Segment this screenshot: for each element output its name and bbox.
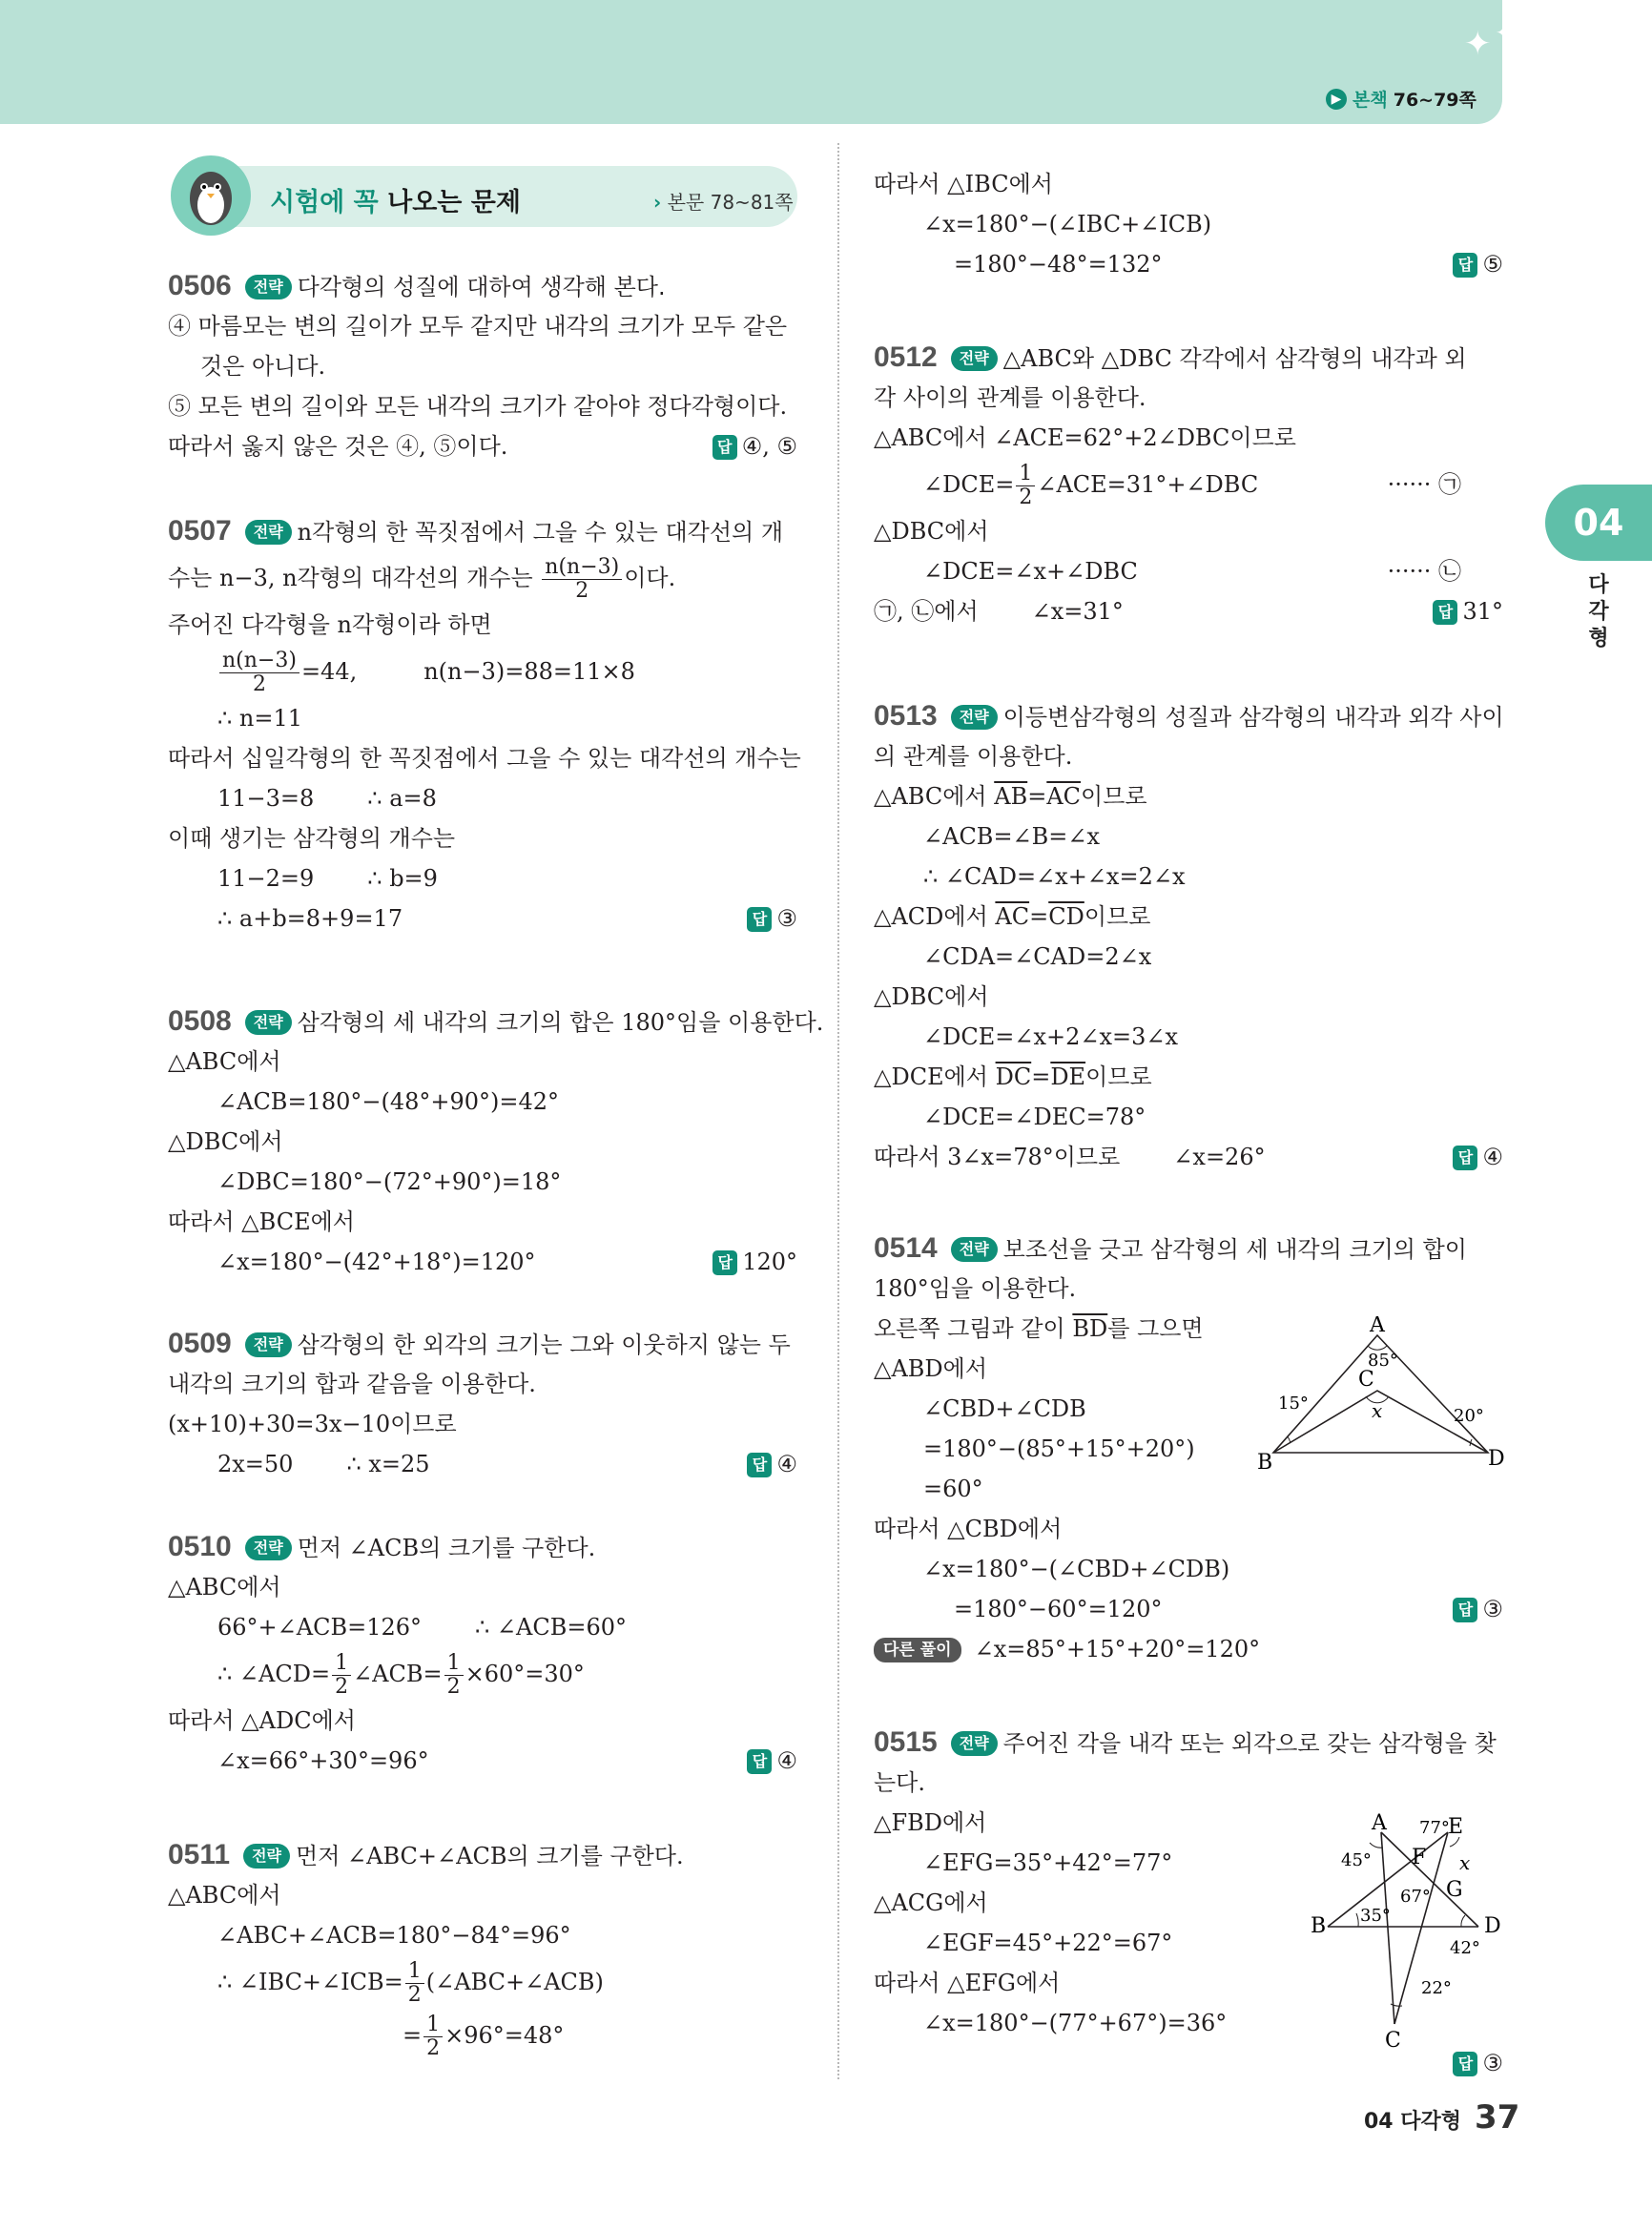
solution-line: ∠x=180°−(42°+18°)=120° — [217, 1249, 536, 1275]
solution-line: ∠DBC=180°−(72°+90°)=18° — [217, 1168, 562, 1195]
segment-label: $\overline{CD}$ — [1048, 903, 1084, 930]
solution-line: =180°−(85°+15°+20°) — [923, 1435, 1195, 1462]
strategy-text: n각형의 한 꼭짓점에서 그을 수 있는 대각선의 개 — [297, 519, 784, 546]
label-x: x — [1459, 1851, 1471, 1874]
solution-line — [874, 776, 1503, 816]
solution-line: 따라서 △CBD에서 — [874, 1516, 1063, 1542]
problem-0507 — [168, 511, 801, 939]
label-42: 42° — [1450, 1938, 1480, 1958]
text: 오른쪽 그림과 같이 — [874, 1315, 1073, 1342]
strategy-text: 의 관계를 이용한다. — [874, 743, 1073, 770]
solution-line: ∴ a+b=8+9=17 — [217, 905, 403, 932]
label-e: E — [1448, 1815, 1464, 1839]
answer-value: ③ — [1482, 1596, 1503, 1622]
fraction — [444, 1652, 464, 1699]
footer-chapter: 04 다각형 — [1364, 2110, 1462, 2134]
label-45: 45° — [1341, 1850, 1372, 1870]
answer-value: ③ — [776, 905, 797, 932]
answer-value: ④ — [776, 1451, 797, 1477]
strategy-text: 수는 n−3, n각형의 대각선의 개수는 — [168, 565, 541, 591]
problem-0510 — [168, 1527, 797, 1781]
solution-line: ∠x=180°−(∠CBD+∠CDB) — [923, 1556, 1230, 1582]
line-ac — [1381, 1832, 1394, 2024]
problem-0506 — [168, 266, 797, 466]
answer-badge: 답 — [747, 907, 772, 932]
fraction-numerator: 1 — [423, 2013, 443, 2037]
answer-value: 120° — [742, 1249, 797, 1275]
label-35: 35° — [1360, 1906, 1391, 1926]
answer-badge: 답 — [1453, 1598, 1477, 1622]
strategy-badge: 전략 — [951, 1237, 998, 1262]
figure-0515 — [1307, 1808, 1517, 2056]
answer-value: ④, ⑤ — [741, 433, 797, 460]
problem-number: 0510 — [168, 1531, 232, 1562]
solution-line: ∠DCE=∠DEC=78° — [923, 1104, 1146, 1130]
equation-tag: ······ ㉠ — [1387, 471, 1461, 498]
solution-line: △ABC에서 — [168, 1048, 281, 1075]
solution-line: ∠x=180°−(∠IBC+∠ICB) — [923, 211, 1212, 237]
arrow-right-icon: ▶ — [1326, 89, 1347, 110]
solution-line: 따라서 십일각형의 한 꼭짓점에서 그을 수 있는 대각선의 개수는 — [168, 745, 801, 772]
strategy-text: 는다. — [874, 1769, 925, 1796]
chapter-tab-label: 다각형 — [1588, 573, 1609, 650]
problem-0512 — [874, 338, 1503, 631]
label-22: 22° — [1421, 1978, 1452, 1998]
answer — [747, 1444, 797, 1484]
solution-line: ∠ACE=31°+∠DBC — [1037, 471, 1259, 498]
fraction-numerator: 1 — [405, 1960, 424, 1984]
solution-line: =180°−60°=120° — [954, 1596, 1163, 1622]
answer — [747, 898, 797, 939]
solution-line: ∴ n=11 — [217, 705, 303, 732]
solution-line: ×96°=48° — [444, 2022, 565, 2049]
answer-value: ④ — [1482, 1144, 1503, 1170]
solution-line: 따라서 △BCE에서 — [168, 1208, 355, 1235]
strategy-badge: 전략 — [245, 1010, 292, 1035]
solution-line: 11−3=8 — [217, 785, 315, 812]
solution-line — [874, 1057, 1503, 1097]
solution-line: =44, — [300, 658, 358, 685]
label-g: G — [1446, 1878, 1463, 1902]
problem-number: 0511 — [168, 1839, 231, 1870]
solution-line: ∴ ∠ACB=60° — [475, 1614, 628, 1641]
text: △DCE에서 — [874, 1063, 996, 1090]
fraction — [405, 1960, 424, 2007]
solution-line: 따라서 △ADC에서 — [168, 1707, 356, 1734]
solution-line: ∠EGF=45°+22°=67° — [923, 1930, 1173, 1956]
solution-line: 따라서 3∠x=78°이므로 — [874, 1144, 1121, 1170]
segment-label: $\overline{DC}$ — [995, 1063, 1032, 1090]
problem-number: 0515 — [874, 1726, 938, 1758]
answer — [1433, 591, 1503, 631]
solution-line: 따라서 옳지 않은 것은 ④, ⑤이다. — [168, 433, 508, 460]
strategy-badge: 전략 — [951, 705, 998, 730]
solution-line: 것은 아니다. — [200, 353, 326, 380]
answer — [1453, 1137, 1503, 1177]
answer — [747, 1741, 797, 1781]
fraction — [219, 650, 299, 696]
solution-line: (x+10)+30=3x−10이므로 — [168, 1411, 457, 1437]
strategy-text: 이다. — [624, 565, 676, 591]
problem-number: 0507 — [168, 515, 232, 547]
penguin-mascot-icon — [168, 153, 254, 238]
solution-line: n(n−3)=88=11×8 — [423, 658, 635, 685]
solution-line: ∴ b=9 — [367, 865, 438, 892]
strategy-text: 180°임을 이용한다. — [874, 1275, 1077, 1302]
fraction-denominator: 2 — [252, 672, 266, 696]
solution-line: ∠x=26° — [1173, 1144, 1266, 1170]
problem-0509 — [168, 1324, 797, 1484]
segment-label: $\overline{AC}$ — [1046, 783, 1082, 810]
text: △ACD에서 — [874, 903, 996, 930]
segment-label: $\overline{BD}$ — [1072, 1315, 1108, 1342]
solution-line: 66°+∠ACB=126° — [217, 1614, 423, 1641]
solution-line: 따라서 △IBC에서 — [874, 171, 1053, 197]
answer-badge: 답 — [1453, 2052, 1477, 2076]
solution-line: 11−2=9 — [217, 865, 315, 892]
reference-book: 본책 — [1353, 90, 1388, 111]
text: = — [1029, 903, 1049, 930]
fraction — [1016, 463, 1035, 509]
solution-line: △ABD에서 — [874, 1355, 988, 1382]
text: △ABC에서 — [874, 783, 995, 810]
answer-badge: 답 — [1453, 253, 1477, 278]
answer-badge: 답 — [747, 1749, 772, 1774]
label-d: D — [1488, 1447, 1505, 1471]
label-f: F — [1412, 1846, 1427, 1869]
segment-label: $\overline{AB}$ — [994, 783, 1028, 810]
solution-line: ∠EFG=35°+42°=77° — [923, 1849, 1173, 1876]
answer-badge: 답 — [712, 1250, 737, 1275]
label-67: 67° — [1400, 1887, 1431, 1907]
answer-badge: 답 — [712, 435, 737, 460]
answer-value: ⑤ — [1482, 251, 1503, 278]
fraction-denominator: 2 — [575, 579, 589, 603]
strategy-text: 보조선을 긋고 삼각형의 세 내각의 크기의 합이 — [1002, 1236, 1467, 1263]
answer-badge: 답 — [1433, 600, 1457, 625]
fraction — [542, 556, 622, 603]
sparkle-icon-small: ✦ — [1496, 21, 1512, 44]
section-title-rest: 나오는 문제 — [387, 188, 521, 217]
text: 를 그으면 — [1107, 1315, 1204, 1342]
angle-arc — [1288, 1436, 1291, 1443]
alt-solution-badge: 다른 풀이 — [874, 1638, 961, 1662]
angle-arc — [1356, 1913, 1358, 1927]
label-a: A — [1370, 1316, 1385, 1337]
problem-number: 0514 — [874, 1232, 938, 1264]
fraction — [423, 2013, 443, 2060]
angle-arc — [1368, 1346, 1387, 1350]
section-reference — [653, 187, 794, 215]
solution-line: △ABC에서 — [168, 1574, 281, 1600]
label-x: x — [1372, 1399, 1383, 1422]
fraction-numerator: 1 — [444, 1652, 464, 1676]
equation-tag: ······ ㉡ — [1387, 558, 1461, 585]
solution-line: △ABC에서 — [168, 1882, 281, 1909]
strategy-text: 주어진 각을 내각 또는 외각으로 갖는 삼각형을 찾 — [1002, 1730, 1497, 1757]
segment-label: $\overline{AC}$ — [995, 903, 1030, 930]
answer — [1453, 1589, 1503, 1629]
solution-line: ∠x=66°+30°=96° — [217, 1747, 429, 1774]
section-reference-text: 본문 78~81쪽 — [667, 191, 794, 214]
strategy-badge: 전략 — [245, 1332, 292, 1357]
text: 이므로 — [1081, 783, 1147, 810]
text: 이므로 — [1085, 1063, 1152, 1090]
strategy-text: 삼각형의 한 외각의 크기는 그와 이웃하지 않는 두 — [297, 1332, 791, 1358]
main-book-reference — [1326, 86, 1476, 112]
solution-line: ∠ABC+∠ACB=180°−84°=96° — [217, 1922, 571, 1949]
fraction-denominator: 2 — [446, 1675, 461, 1699]
sparkle-icon: ✦ — [1464, 25, 1492, 63]
problem-number: 0512 — [874, 341, 938, 373]
section-title — [270, 181, 521, 218]
fraction-denominator: 2 — [335, 1675, 349, 1699]
problem-number: 0506 — [168, 270, 232, 301]
solution-line: ∴ a=8 — [367, 785, 437, 812]
solution-line: △DBC에서 — [874, 518, 989, 545]
solution-line: ∠ACB= — [353, 1661, 443, 1687]
answer — [712, 1242, 797, 1282]
strategy-badge: 전략 — [245, 520, 292, 545]
figure-0514 — [1249, 1316, 1507, 1474]
label-b: B — [1311, 1914, 1327, 1938]
chapter-tab: 04 — [1545, 485, 1652, 561]
solution-line: ∠ACB=∠B=∠x — [923, 823, 1101, 850]
answer-badge: 답 — [747, 1453, 772, 1477]
strategy-text: 먼저 ∠ACB의 크기를 구한다. — [297, 1535, 596, 1561]
problem-number: 0509 — [168, 1328, 232, 1359]
strategy-badge: 전략 — [245, 275, 292, 299]
fraction — [332, 1652, 351, 1699]
fraction-numerator: 1 — [332, 1652, 351, 1676]
strategy-text: △ABC와 △DBC 각각에서 삼각형의 내각과 외 — [1002, 345, 1467, 372]
solution-line: △ACG에서 — [874, 1889, 988, 1916]
problem-number: 0513 — [874, 700, 938, 732]
section-title-highlight: 시험에 꼭 — [270, 188, 388, 217]
solution-line — [874, 897, 1503, 937]
answer — [712, 426, 797, 466]
solution-line: △DBC에서 — [874, 983, 989, 1010]
solution-line: △DBC에서 — [168, 1128, 283, 1155]
solution-line: ∠ACB=180°−(48°+90°)=42° — [217, 1088, 560, 1115]
reference-pages: 76~79쪽 — [1393, 90, 1476, 111]
solution-line: =180°−48°=132° — [954, 251, 1163, 278]
column-divider — [837, 143, 839, 2079]
solution-line: ∴ ∠IBC+∠ICB= — [217, 1969, 403, 1995]
label-c: C — [1385, 2029, 1401, 2053]
label-b: B — [1257, 1451, 1273, 1474]
strategy-text: 내각의 크기의 합과 같음을 이용한다. — [168, 1371, 536, 1397]
fraction-numerator: 1 — [1016, 463, 1035, 486]
angle-arc — [1370, 1843, 1383, 1848]
strategy-text: 이등변삼각형의 성질과 삼각형의 내각과 외각 사이 — [1002, 704, 1504, 731]
strategy-text: 각 사이의 관계를 이용한다. — [874, 384, 1146, 411]
solution-line: ∠DCE=∠x+∠DBC — [923, 558, 1138, 585]
solution-line: 이때 생기는 삼각형의 개수는 — [168, 825, 456, 852]
solution-line: = — [403, 2022, 423, 2049]
solution-line: ∠DCE=∠x+2∠x=3∠x — [923, 1023, 1179, 1050]
label-77: 77° — [1419, 1818, 1450, 1838]
solution-line: 주어진 다각형을 n각형이라 하면 — [168, 611, 492, 638]
solution-line: ∠DCE= — [923, 471, 1015, 498]
label-15: 15° — [1278, 1394, 1309, 1414]
strategy-badge: 전략 — [951, 346, 998, 371]
solution-line: =60° — [923, 1476, 983, 1502]
angle-arc — [1461, 1915, 1465, 1927]
solution-line: (∠ABC+∠ACB) — [425, 1969, 604, 1995]
solution-line: ∴ x=25 — [346, 1451, 430, 1477]
solution-line: △FBD에서 — [874, 1809, 987, 1836]
answer-badge: 답 — [1453, 1146, 1477, 1170]
solution-line: 따라서 △EFG에서 — [874, 1970, 1061, 1996]
strategy-text: 다각형의 성질에 대하여 생각해 본다. — [297, 274, 666, 300]
strategy-badge: 전략 — [243, 1844, 290, 1869]
top-band — [0, 0, 1502, 124]
answer-value: 31° — [1462, 598, 1503, 625]
problem-number: 0508 — [168, 1005, 232, 1037]
problem-0511-continued — [874, 164, 1503, 284]
fraction-denominator: 2 — [407, 1983, 422, 2007]
answer-value: ③ — [1482, 2050, 1503, 2076]
alt-solution: ∠x=85°+15°+20°=120° — [974, 1636, 1261, 1662]
solution-line: ④ 마름모는 변의 길이가 모두 같지만 내각의 크기가 모두 같은 — [168, 313, 788, 340]
text: = — [1027, 783, 1047, 810]
solution-line: ∠x=180°−(77°+67°)=36° — [923, 2010, 1228, 2036]
problem-0511 — [168, 1835, 797, 2062]
fraction-denominator: 2 — [426, 2036, 441, 2060]
solution-line: ㉠, ㉡에서 — [874, 598, 979, 625]
solution-line: ⑤ 모든 변의 길이와 모든 내각의 크기가 같아야 정다각형이다. — [168, 393, 788, 420]
solution-line: ∴ ∠ACD= — [217, 1661, 331, 1687]
solution-line: △ABC에서 ∠ACE=62°+2∠DBC이므로 — [874, 424, 1296, 451]
text: = — [1031, 1063, 1051, 1090]
label-85: 85° — [1368, 1351, 1398, 1371]
fraction-denominator: 2 — [1019, 485, 1033, 509]
fraction-numerator: n(n−3) — [219, 650, 299, 673]
strategy-badge: 전략 — [951, 1731, 998, 1756]
answer-value: ④ — [776, 1747, 797, 1774]
chevron-right-icon: › — [653, 191, 662, 214]
text: 이므로 — [1084, 903, 1151, 930]
label-d: D — [1484, 1914, 1501, 1938]
answer — [1453, 244, 1503, 284]
solution-line: ∠CDA=∠CAD=2∠x — [923, 943, 1152, 970]
fraction-numerator: n(n−3) — [542, 556, 622, 580]
label-a: A — [1372, 1811, 1387, 1835]
solution-line: ∠CBD+∠CDB — [923, 1395, 1086, 1422]
problem-0508 — [168, 1001, 824, 1282]
strategy-text: 삼각형의 세 내각의 크기의 합은 180°임을 이용한다. — [297, 1009, 824, 1036]
label-c: C — [1358, 1368, 1374, 1392]
strategy-text: 먼저 ∠ABC+∠ACB의 크기를 구한다. — [296, 1843, 684, 1869]
solution-line: ×60°=30° — [465, 1661, 585, 1687]
page-footer — [1364, 2098, 1519, 2137]
segment-label: $\overline{DE}$ — [1050, 1063, 1086, 1090]
solution-line: ∠x=31° — [1031, 598, 1124, 625]
problem-0513 — [874, 696, 1503, 1177]
solution-line: 2x=50 — [217, 1451, 294, 1477]
label-20: 20° — [1454, 1406, 1484, 1426]
solution-line: ∴ ∠CAD=∠x+∠x=2∠x — [923, 863, 1186, 890]
strategy-badge: 전략 — [245, 1536, 292, 1560]
page-number: 37 — [1475, 2098, 1520, 2137]
